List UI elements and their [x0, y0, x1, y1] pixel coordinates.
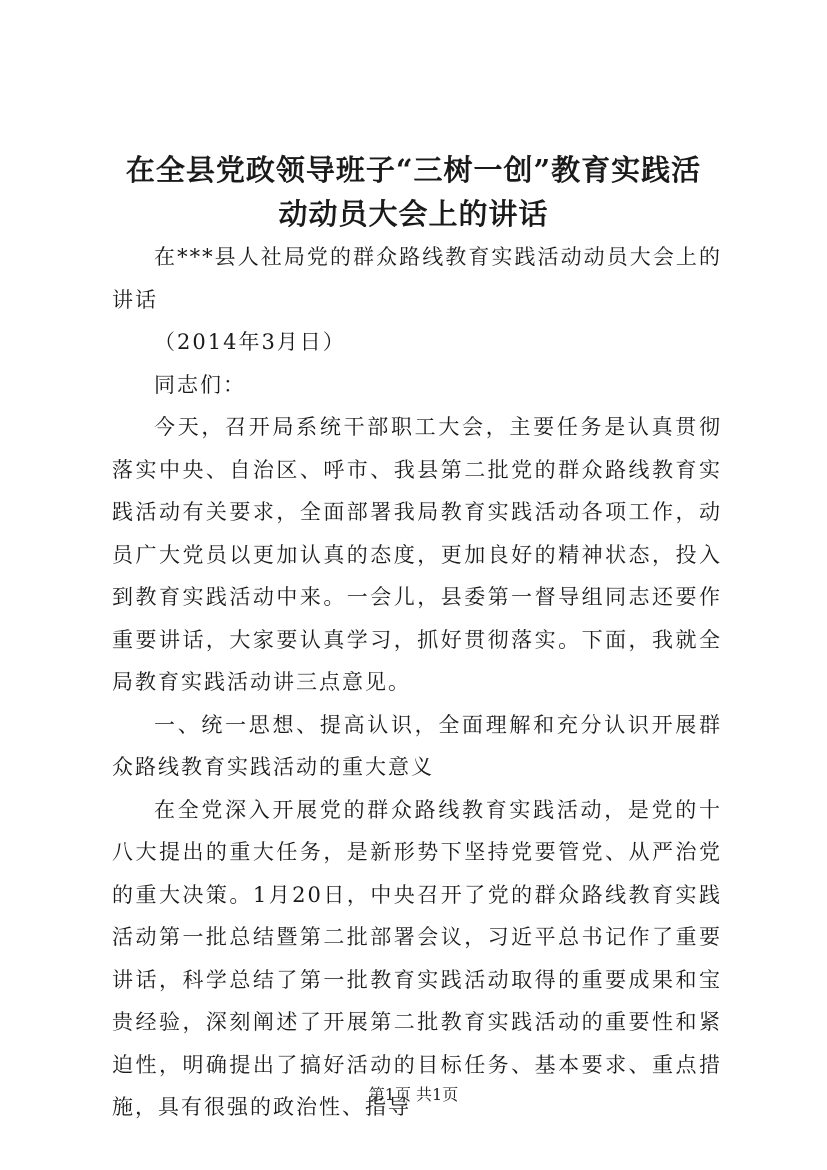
salutation: 同志们：: [154, 372, 246, 397]
document-body: [112, 236, 722, 1129]
document-title: [100, 148, 727, 236]
title-line-1: 在全县党政领导班子“三树一创”教育实践活: [125, 153, 702, 187]
speech-subtitle: 在***县人社局党的群众路线教育实践活动动员大会上的讲话: [112, 245, 722, 312]
body-paragraph: 今天，召开局系统干部职工大会，主要任务是认真贯彻落实中央、自治区、呼市、我县第二批党的群众路线教育实践活动有关要求，全面部署我局教育实践活动各项工作，动员广大党员以更加认真的态度，更加良好的精神状态，投入到教育实践活动中来。一会儿，县委第一督导组同志还要作重要讲话，大家要认真学习，抓好贯彻落实。下面，我就全局教育实践活动讲三点意见。: [112, 415, 722, 694]
speech-date: （2014年3月日）: [154, 330, 346, 354]
section-heading: 一、统一思想、提高认识，全面理解和充分认识开展群众路线教育实践活动的重大意义: [112, 712, 722, 779]
page-footer: 第1页 共1页: [368, 1085, 459, 1104]
body-paragraph: 在全党深入开展党的群众路线教育实践活动，是党的十八大提出的重大任务，是新形势下坚持党要管党、从严治党的重大决策。1月20日，中央召开了党的群众路线教育实践活动第一批总结暨第二批部署会议，习近平总书记作了重要讲话，科学总结了第一批教育实践活动取得的重要成果和宝贵经验，深刻阐述了开展第二批教育实践活动的重要性和紧迫性，明确提出了搞好活动的目标任务、基本要求、重点措施，具有很强的政治性、指导: [112, 797, 722, 1119]
title-line-2: 动动员大会上的讲话: [278, 197, 549, 231]
